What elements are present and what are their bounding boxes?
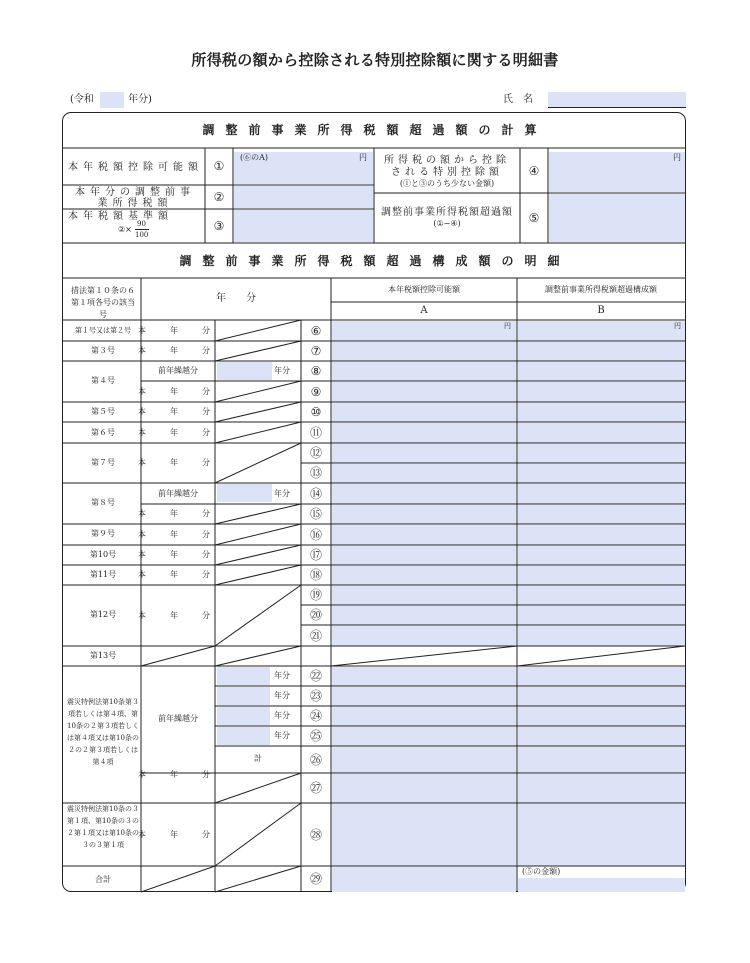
name-label: 氏 名 xyxy=(503,94,533,105)
header-a: A xyxy=(420,305,428,316)
kei-label: 計 xyxy=(254,754,262,763)
row-number: ㉒ xyxy=(309,669,323,683)
row-number: ⑯ xyxy=(309,527,323,542)
row-number: ⑱ xyxy=(309,568,323,582)
row-number: ⑩ xyxy=(310,405,322,419)
num-4: ④ xyxy=(528,164,540,178)
row-number: ㉗ xyxy=(309,781,323,795)
gokin-note: (⑤の金額) xyxy=(522,867,561,876)
honnen-label: 本 年 分 xyxy=(138,427,218,437)
header-year: 年 分 xyxy=(216,293,256,304)
clause-total: 合計 xyxy=(95,875,111,884)
honnen-label: 本 年 分 xyxy=(138,386,218,396)
row-number: ⑦ xyxy=(310,344,322,358)
row1-note: (⑥のA) xyxy=(240,153,269,162)
row3-fraction-bar xyxy=(135,229,149,230)
clause-11: 第11号 xyxy=(89,570,117,579)
row-number: ㉔ xyxy=(309,709,323,723)
right1-label: 所得税の額から控除される特別控除額 xyxy=(384,155,510,178)
num-1: ① xyxy=(213,159,225,173)
honnen-label: 本 年 分 xyxy=(138,769,218,779)
nenbun-label: 年分 xyxy=(274,731,290,740)
clause-7: 第７号 xyxy=(91,458,115,467)
honnen-label: 本 年 分 xyxy=(138,550,218,559)
row3-numer: 90 xyxy=(137,220,146,228)
row-number: ㉘ xyxy=(309,827,323,842)
clause-5: 第５号 xyxy=(91,407,115,416)
nenbun-label: 年分 xyxy=(274,488,290,498)
honnen-label: 本 年 分 xyxy=(138,509,218,518)
clause-12: 第12号 xyxy=(89,610,117,619)
row-number: ㉓ xyxy=(309,689,323,703)
header-col-a: 本年税額控除可能額 xyxy=(388,285,460,294)
honnen-label: 本 年 分 xyxy=(138,570,218,579)
row-number: ㉙ xyxy=(309,872,323,886)
num-5: ⑤ xyxy=(528,211,540,225)
yen-a: 円 xyxy=(504,322,511,330)
era-label: (令和 xyxy=(70,94,94,105)
honnen-label: 本 年 分 xyxy=(138,325,218,335)
honnen-label: 本 年 分 xyxy=(138,346,218,355)
right1-sub: (①と③のうち少ない金額) xyxy=(399,179,495,188)
zennen-label: 前年繰越分 xyxy=(158,366,198,375)
clause-6: 第６号 xyxy=(91,428,115,437)
header-clause: 措法第１０条の６第１項各号の該当号 xyxy=(71,286,135,319)
right2-sub: (①−④) xyxy=(433,219,461,228)
honnen-label: 本 年 分 xyxy=(138,610,218,620)
yen-4: 円 xyxy=(673,153,681,162)
row3-denom: 100 xyxy=(135,231,149,239)
nenbun-label: 年分 xyxy=(274,671,290,680)
row-number: ㉕ xyxy=(309,729,323,743)
row-number: ⑲ xyxy=(309,588,323,602)
clause-10: 第10号 xyxy=(89,550,117,559)
row-number: ⑥ xyxy=(310,323,322,338)
clause-shinsai-2: 震災特例法第10条の３第１項、第10条の３の２第１項又は第10条の３の３第１項 xyxy=(67,805,139,849)
num-3: ③ xyxy=(213,219,225,233)
right2-label: 調整前事業所得税額超過額 xyxy=(381,207,513,218)
clause-3: 第３号 xyxy=(91,346,115,355)
yen-1: 円 xyxy=(359,153,367,162)
clause-9: 第９号 xyxy=(91,529,115,538)
row-number: ⑳ xyxy=(309,608,323,622)
row-number: ⑬ xyxy=(309,466,323,480)
honnen-label: 本 年 分 xyxy=(138,407,218,416)
row-number: ⑰ xyxy=(309,548,323,562)
clause-13: 第13号 xyxy=(89,651,117,660)
row-number: ⑫ xyxy=(309,446,323,460)
clause-1-2: 第１号又は第２号 xyxy=(75,326,131,335)
header-b: B xyxy=(597,305,605,316)
zennen-label: 前年繰越分 xyxy=(158,489,198,498)
header-col-b: 調整前事業所得税額超過構成額 xyxy=(545,285,657,294)
nenbun-label: 年分 xyxy=(274,711,290,720)
num-2: ② xyxy=(213,190,225,204)
nenbun-label: 年分 xyxy=(274,366,290,375)
clause-4: 第４号 xyxy=(91,376,115,385)
year-suffix: 年分) xyxy=(128,94,152,105)
row-number: ㉑ xyxy=(309,628,323,643)
section1-title: 調整前事業所得税額超過額の計算 xyxy=(202,123,548,137)
honnen-label: 本 年 分 xyxy=(138,529,218,539)
honnen-label: 本 年 分 xyxy=(138,458,218,467)
row-number: ⑨ xyxy=(310,384,322,399)
row-number: ⑮ xyxy=(309,507,323,521)
row3-formula: ②× xyxy=(118,225,132,234)
yen-b: 円 xyxy=(674,322,681,330)
clause-shinsai-1: 震災特例法第10条第３項若しくは第４項、第10条の２第３項若しくは第４項又は第10条の２の２第３項若しくは第４項 xyxy=(67,698,139,766)
section2-title: 調整前事業所得税額超過構成額の明細 xyxy=(179,254,571,268)
row-number: ⑧ xyxy=(310,364,322,378)
row-number: ⑭ xyxy=(309,486,323,501)
zennen-label: 前年繰越分 xyxy=(158,714,198,723)
row2-label: 本年分の調整前事業所得税額 xyxy=(75,187,195,209)
row-number: ㉖ xyxy=(309,752,323,767)
clause-8: 第８号 xyxy=(91,498,115,507)
row1-label: 本年税額控除可能額 xyxy=(68,162,203,173)
row3-label: 本年税額基準額 xyxy=(68,211,173,222)
row-number: ⑪ xyxy=(309,425,323,440)
honnen-label: 本 年 分 xyxy=(138,829,218,839)
nenbun-label: 年分 xyxy=(274,691,290,700)
page-title: 所得税の額から控除される特別控除額に関する明細書 xyxy=(191,51,559,69)
